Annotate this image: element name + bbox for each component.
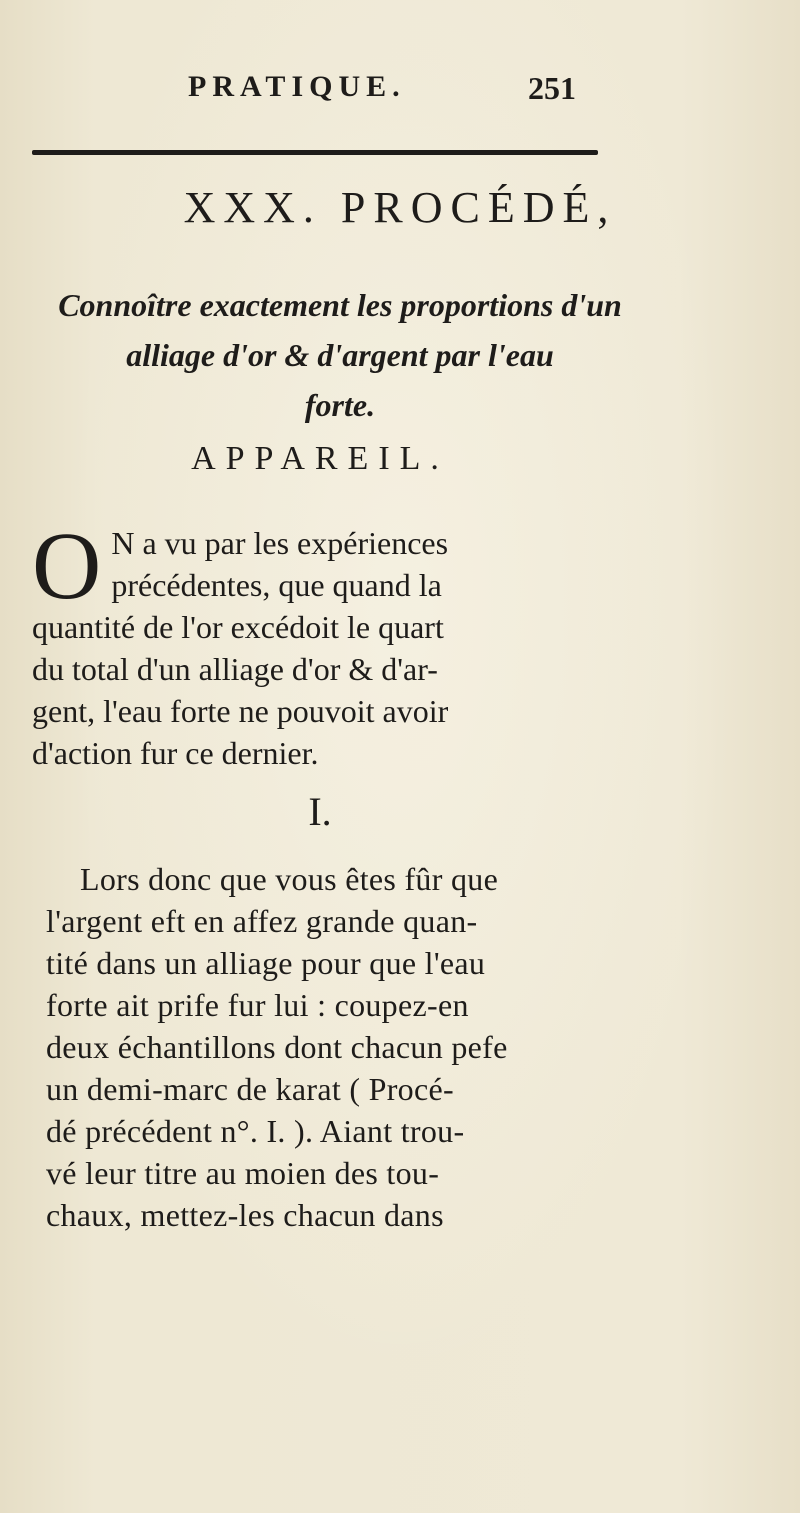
- paragraph-line: N a vu par les expériences: [111, 525, 449, 561]
- paragraph-line: quantité de l'or excédoit le quart: [32, 609, 444, 645]
- paragraph-line: Lors donc que vous êtes fûr que: [80, 861, 499, 897]
- paragraph-line: vé leur titre au moien des tou-: [46, 1155, 440, 1191]
- procedure-subtitle: [40, 280, 640, 430]
- subtitle-line-3: forte.: [304, 387, 376, 423]
- paragraph-line: gent, l'eau forte ne pouvoit avoir: [32, 693, 449, 729]
- section-numeral: I.: [308, 789, 332, 834]
- paragraph-line: dé précédent n°. I. ). Aiant trou-: [46, 1113, 465, 1149]
- procedure-heading: XXX. PROCÉDÉ,: [183, 183, 617, 232]
- paragraph-line: tité dans un alliage pour que l'eau: [46, 945, 486, 981]
- subtitle-line-1: Connoître exactement les proportions d'un: [58, 287, 622, 323]
- running-head-title: PRATIQUE.: [188, 70, 406, 103]
- paragraph-line: deux échantillons dont chacun pefe: [46, 1029, 508, 1065]
- page-number: 251: [528, 70, 576, 106]
- paragraph-line: chaux, mettez-les chacun dans: [46, 1197, 444, 1233]
- section-label: APPAREIL.: [191, 440, 449, 477]
- paragraph-1: [32, 512, 620, 774]
- running-head: [0, 70, 800, 110]
- horizontal-rule: [32, 150, 598, 155]
- paragraph-line: d'action fur ce dernier.: [32, 735, 319, 771]
- subtitle-line-2: alliage d'or & d'argent par l'eau: [126, 337, 554, 373]
- paragraph-line: précédentes, que quand la: [111, 567, 442, 603]
- dropcap: O: [32, 512, 102, 619]
- paragraph-line: du total d'un alliage d'or & d'ar-: [32, 651, 438, 687]
- paragraph-2: [46, 858, 626, 1236]
- paragraph-line: un demi-marc de karat ( Procé-: [46, 1071, 454, 1107]
- paragraph-line: l'argent eft en affez grande quan-: [46, 903, 478, 939]
- paragraph-line: forte ait prife fur lui : coupez-en: [46, 987, 469, 1023]
